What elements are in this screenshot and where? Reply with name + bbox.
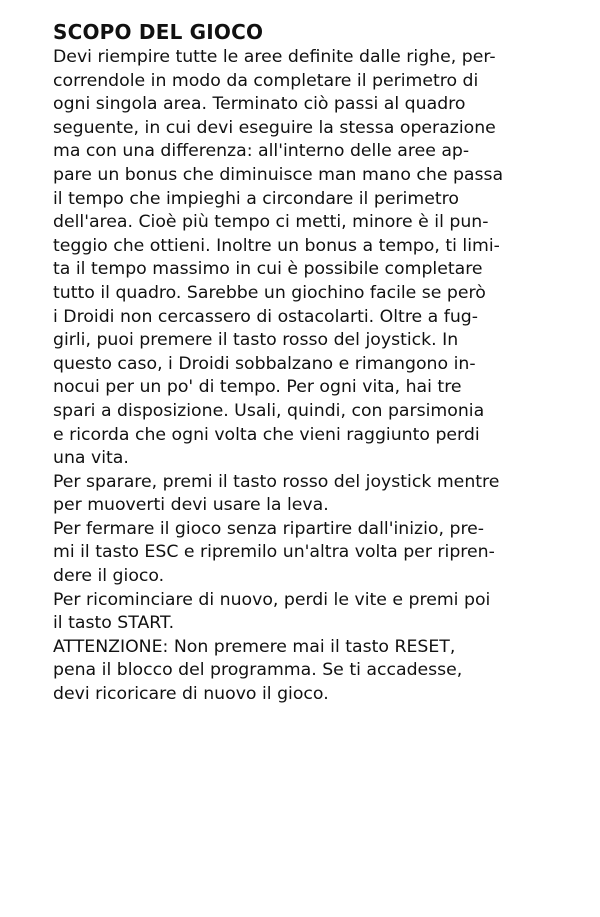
- text-line: per muoverti devi usare la leva.: [53, 495, 329, 516]
- text-line: dell'area. Cioè più tempo ci metti, minore è il pun-: [53, 212, 489, 233]
- text-line: una vita.: [53, 448, 129, 469]
- text-line: ogni singola area. Terminato ciò passi al quadro: [53, 94, 466, 115]
- paragraph: [53, 518, 560, 589]
- paragraph: [53, 589, 560, 636]
- text-line: mi il tasto ESC e ripremilo un'altra volta per ripren-: [53, 542, 495, 563]
- text-line: ma con una differenza: all'interno delle aree ap-: [53, 141, 470, 162]
- body-text: [53, 46, 560, 707]
- text-line: ATTENZIONE: Non premere mai il tasto RESET,: [53, 636, 456, 657]
- text-line: dere il gioco.: [53, 566, 165, 587]
- paragraph: [53, 471, 560, 518]
- text-line: Devi riempire tutte le aree definite dalle righe, per-: [53, 47, 496, 67]
- text-line: devi ricoricare di nuovo il gioco.: [53, 684, 329, 705]
- text-line: pena il blocco del programma. Se ti accadesse,: [53, 660, 463, 681]
- text-line: ta il tempo massimo in cui è possibile completare: [53, 259, 483, 280]
- text-line: Per sparare, premi il tasto rosso del joystick mentre: [53, 471, 500, 492]
- text-line: seguente, in cui devi eseguire la stessa operazione: [53, 117, 496, 138]
- document-page: [53, 20, 560, 707]
- text-line: nocui per un po' di tempo. Per ogni vita, hai tre: [53, 377, 462, 398]
- section-title: SCOPO DEL GIOCO: [53, 20, 264, 44]
- paragraph: [53, 636, 560, 707]
- text-line: Per fermare il gioco senza ripartire dall'inizio, pre-: [53, 518, 485, 539]
- text-line: il tempo che impieghi a circondare il perimetro: [53, 188, 459, 209]
- text-line: tutto il quadro. Sarebbe un giochino facile se però: [53, 282, 486, 303]
- text-line: pare un bonus che diminuisce man mano che passa: [53, 164, 504, 185]
- paragraph: [53, 46, 560, 471]
- text-line: questo caso, i Droidi sobbalzano e rimangono in-: [53, 353, 476, 374]
- text-line: Per ricominciare di nuovo, perdi le vite e premi poi: [53, 589, 491, 610]
- text-line: i Droidi non cercassero di ostacolarti. Oltre a fug-: [53, 306, 479, 327]
- text-line: il tasto START.: [53, 613, 175, 634]
- text-line: e ricorda che ogni volta che vieni raggiunto perdi: [53, 424, 480, 445]
- text-line: correndole in modo da completare il perimetro di: [53, 70, 479, 91]
- text-line: spari a disposizione. Usali, quindi, con parsimonia: [53, 400, 485, 421]
- text-line: teggio che ottieni. Inoltre un bonus a tempo, ti limi-: [53, 235, 500, 256]
- text-line: girli, puoi premere il tasto rosso del joystick. In: [53, 330, 459, 351]
